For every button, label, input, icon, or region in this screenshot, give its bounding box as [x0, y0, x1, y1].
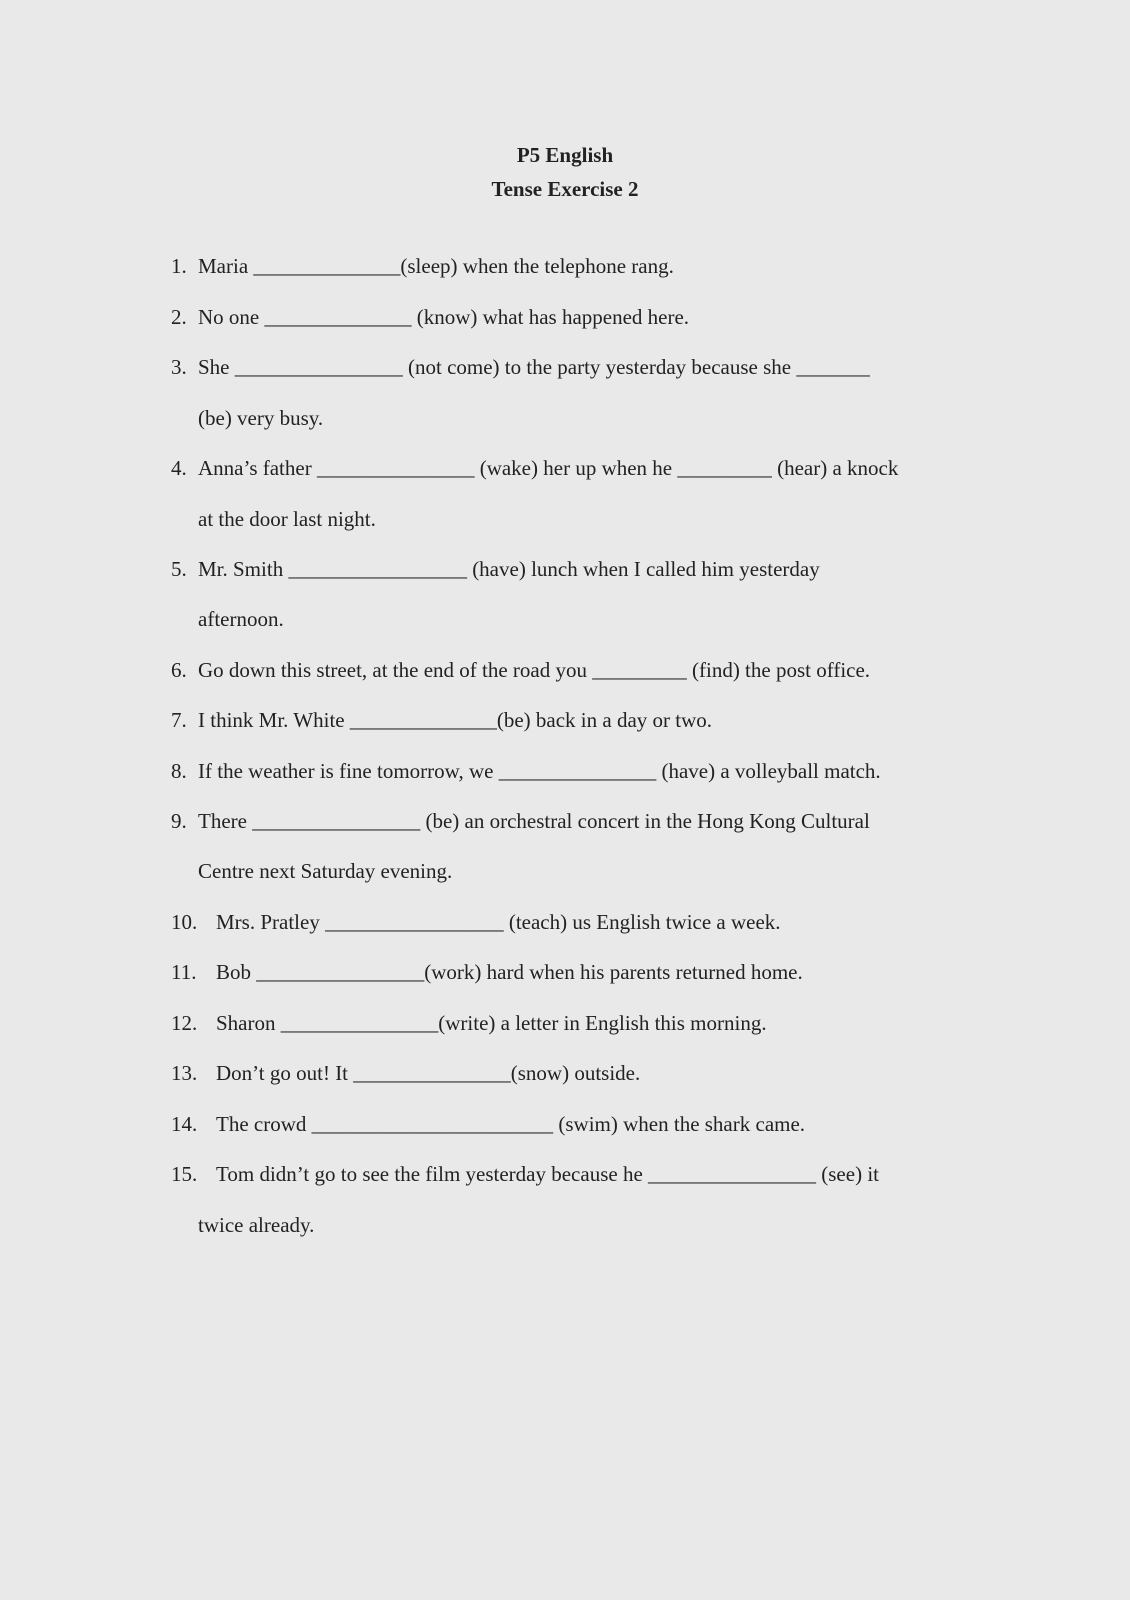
question-continuation: afternoon.: [198, 607, 284, 631]
question-text: Tom didn’t go to see the film yesterday because he ________________ (see) it: [216, 1162, 879, 1186]
question-text: Mr. Smith _________________ (have) lunch when I called him yesterday: [198, 557, 820, 581]
question-text: The crowd _______________________ (swim) when the shark came.: [216, 1112, 806, 1136]
question-text: Sharon _______________(write) a letter in English this morning.: [216, 1011, 767, 1035]
question-number: 3.: [171, 355, 187, 379]
question-number: 9.: [171, 809, 187, 833]
question-number: 12.: [171, 1011, 198, 1035]
question-number: 5.: [171, 557, 187, 581]
question-text: I think Mr. White ______________(be) back in a day or two.: [198, 708, 713, 732]
question-text: Go down this street, at the end of the road you _________ (find) the post office.: [198, 658, 871, 682]
question-continuation: Centre next Saturday evening.: [198, 859, 453, 883]
page-title: P5 English: [516, 143, 614, 167]
question-number: 7.: [171, 708, 187, 732]
question-continuation: at the door last night.: [198, 507, 376, 531]
page-subtitle: Tense Exercise 2: [491, 177, 639, 201]
question-number: 15.: [171, 1162, 198, 1186]
question-number: 6.: [171, 658, 187, 682]
question-continuation: (be) very busy.: [198, 406, 324, 430]
question-number: 2.: [171, 305, 187, 329]
question-continuation: twice already.: [198, 1213, 315, 1237]
question-text: Mrs. Pratley _________________ (teach) us English twice a week.: [216, 910, 781, 934]
question-number: 1.: [171, 254, 187, 278]
question-text: Anna’s father _______________ (wake) her up when he _________ (hear) a knock: [198, 456, 899, 480]
question-text: Maria ______________(sleep) when the telephone rang.: [198, 254, 674, 278]
question-text: She ________________ (not come) to the party yesterday because she _______: [198, 355, 870, 379]
question-number: 11.: [171, 960, 197, 984]
question-number: 4.: [171, 456, 187, 480]
question-text: Bob ________________(work) hard when his parents returned home.: [216, 960, 803, 984]
question-number: 10.: [171, 910, 198, 934]
question-text: If the weather is fine tomorrow, we _______________ (have) a volleyball match.: [198, 759, 881, 783]
question-number: 13.: [171, 1061, 198, 1085]
question-text: There ________________ (be) an orchestral concert in the Hong Kong Cultural: [198, 809, 870, 833]
question-text: No one ______________ (know) what has happened here.: [198, 305, 690, 329]
question-number: 14.: [171, 1112, 198, 1136]
question-text: Don’t go out! It _______________(snow) outside.: [216, 1061, 641, 1085]
question-number: 8.: [171, 759, 187, 783]
